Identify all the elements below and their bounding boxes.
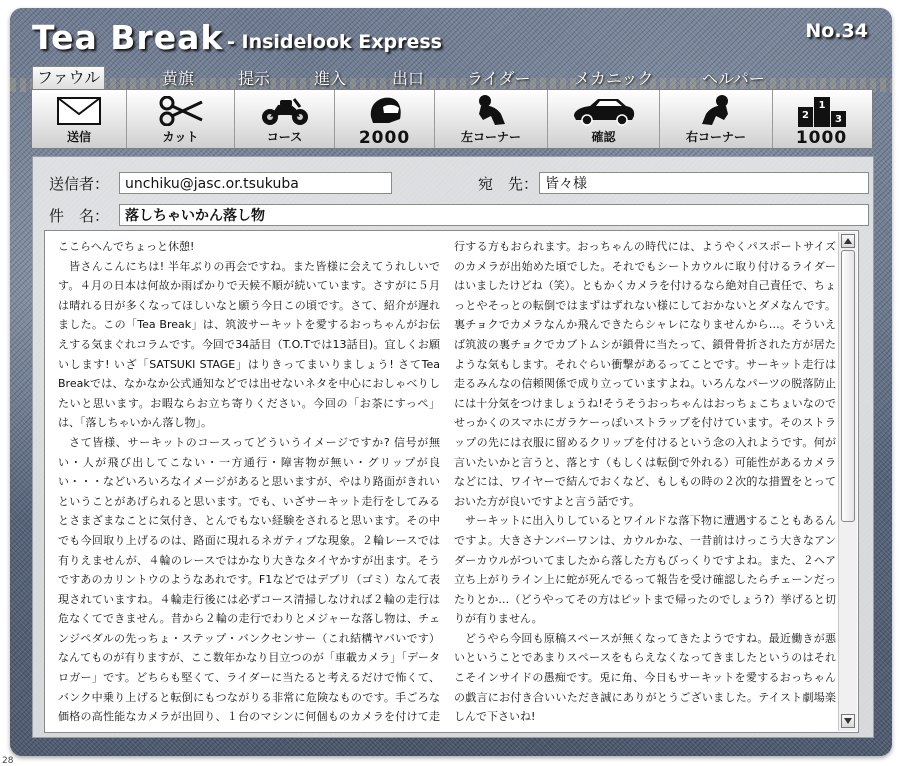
envelope-icon — [57, 95, 101, 127]
scroll-down-arrow-icon[interactable] — [841, 714, 855, 728]
helmet-icon — [367, 95, 403, 127]
motorcycle-icon — [260, 95, 310, 127]
1000-label: 1000 — [795, 128, 848, 148]
to-label: 宛 先： — [478, 175, 539, 193]
message-body-text — [58, 237, 836, 729]
body-paragraph: さて皆様、サーキットのコースってどういうイメージですか? 信号が無い・人が飛び出してこない・一方通行・障害物が無い・グリップが良い・・・などいろいろなイメージがあると思いますが、やはり路面がきれいということがあげられると思います。でも、いざサーキット走行をしてみるとさまざまなことに気付き、とんでもない経験をされると思います。その中でも今回取り上げるのは、路面に現れるネガティブな現象。２輪レースでは有りえませんが、４輪のレースではかなり大きなタイヤかすが出ます。そうですあのカリントウのようなあれです。F1などではデブリ（ゴミ）なんて表現されていますね。４輪走行後には必ずコース清掃しなければ２輪の走行は危なくてできません。昔から２輪の走行でわりとメジャーな落し物は、チェンジペダルの先っちょ・ステップ・バンクセンサー（これ結構ヤバいです）なんてものが有りますが、ここ数年かなり目立つのが「車載カメラ」「データロガー」です。どちらも堅くて、ライダーに当たると考えるだけで怖くて、バンク中乗り上げると転倒にもつながりる非常に危険なものです。手ごろな価格の高性能なカメラが出回り、１台のマシンに何個ものカメラを付けて走行する方もおられます。おっちゃんの時代には、ようやくパスポートサイズのカメラが出始めた頃でした。それでもシートカウルに取り付けるライダーはいましたけどね（笑）。ともかくカメラを付けるなら絶対自己責任で、ちょっとやそっとの転倒ではまずはずれない様にしておかないとダメなんです。裏チョクでカメラなんか飛んできたらシャレになりませんから…。そういえば筑波の裏チョクでカブトムシが鎖骨に当たって、鎖骨骨折された方が居たような気もします。それぐらい衝撃があるってことです。サーキット走行は走るみんなの信頼関係で成り立っていますよね。いろんなパーツの脱落防止には十分気をつけましょうね!そうそうおっちゃんはおっちょこちょいなのでせっかくのスマホにガラケーっぽいストラップを付けています。そのストラップの先には衣服に留めるクリップを付けるという念の入れようです。何が言いたいかと言うと、落とす（もしくは転倒で外れる）可能性があるカメラなどには、ワイヤーで結んでおくなど、もしもの時の２次的な措置をとっておいた方が良いですよと言う話です。 — [58, 240, 836, 724]
scissors-icon — [158, 95, 204, 127]
cut-label: カット — [162, 130, 199, 144]
menu-item-rider[interactable]: ライダー — [467, 69, 531, 88]
scrollbar-thumb[interactable] — [841, 250, 855, 522]
svg-text:3: 3 — [834, 114, 842, 125]
left-corner-button[interactable] — [435, 90, 548, 148]
menu-item-foul[interactable]: ファウル — [32, 66, 105, 91]
2000-label: 2000 — [358, 128, 411, 148]
subject-field[interactable]: 落しちゃいかん落し物 — [119, 204, 869, 226]
course-label: コース — [266, 130, 303, 144]
2000-button[interactable] — [335, 90, 435, 148]
menu-item-exit[interactable]: 出口 — [392, 69, 425, 88]
to-field[interactable]: 皆々様 — [539, 172, 869, 194]
body-paragraph: ここらへんでちょっと休憩! — [58, 240, 195, 253]
right-corner-button[interactable] — [660, 90, 773, 148]
confirm-button[interactable] — [548, 90, 660, 148]
app-title: Tea Break — [32, 18, 224, 57]
svg-text:2: 2 — [801, 110, 809, 121]
subject-label: 件 名： — [49, 207, 110, 225]
app-subtitle: - Insidelook Express — [227, 31, 442, 53]
cut-button[interactable] — [127, 90, 235, 148]
podium-icon — [797, 95, 847, 127]
menu-item-yellow-flag[interactable]: 黄旗 — [162, 69, 195, 88]
menu-item-helper[interactable]: ヘルパー — [702, 69, 765, 88]
scroll-up-arrow-icon[interactable] — [841, 234, 855, 248]
menu-item-mechanic[interactable]: メカニック — [574, 69, 654, 88]
right-corner-label: 右コーナー — [685, 130, 746, 144]
menu-item-entry[interactable]: 進入 — [314, 69, 347, 88]
confirm-label: 確認 — [591, 130, 616, 144]
denim-window-frame — [10, 8, 892, 756]
send-button[interactable] — [32, 90, 127, 148]
message-panel — [32, 156, 874, 738]
page-corner-number: 28 — [2, 756, 14, 766]
body-scrollbar[interactable] — [838, 232, 857, 731]
svg-text:1: 1 — [818, 100, 825, 111]
1000-button[interactable] — [773, 90, 870, 148]
rider-left-icon — [473, 95, 509, 127]
send-label: 送信 — [66, 130, 91, 144]
body-paragraph: サーキットに出入りしているとワイルドな落下物に遭遇することもあるんですよ。大きさナンバーワンは、カウルかな、一昔前はけっこう大きなアンダーカウルがついてましたから落した方もびっくりですよね。また、２ヘア立ち上がりライン上に蛇が死んでるって報告を受け確認したらチェーンだったりとか…（どうやってその方はピットまで帰ったのでしょう?）挙げると切りが有りません。 — [454, 514, 836, 626]
from-label: 送信者： — [49, 175, 110, 193]
issue-number: No.34 — [805, 20, 868, 42]
message-body[interactable] — [44, 230, 859, 733]
menu-item-present[interactable]: 提示 — [238, 69, 271, 88]
toolbar — [31, 89, 873, 149]
body-paragraph: 皆さんこんにちは! 半年ぶりの再会ですね。また皆様に会えてうれしいです。４月の日本は何故か雨ばかりで天候不順が続いています。さすがに５月は晴れる日が多くなってほしいなと願う今日この頃です。さて、紹介が遅れました。この「Tea Break」は、筑波サーキットを愛するおっちゃんがお伝えする気まぐれコラムです。今回で34話目（T.O.Tでは13話目)。宜しくお願いします! いざ「SATSUKI STAGE」はりきってまいりましょう! さてTea Breakでは、なかなか公式通知などでは出せないネタを中心におしゃべりしたいと思います。お暇ならお立ち寄りください。今回の「お茶にすっぺ」は、「落しちゃいかん落し物」。 — [58, 259, 440, 430]
body-paragraph: どうやら今回も原稿スペースが無くなってきたようですね。最近働きが悪いということであまりスペースをもらえなくなってきましたというのはそれこそインサイドの愚痴です。兎に角、今日もサーキットを愛するおっちゃんの戯言にお付き合いいただき誠にありがとうございました。テイスト劇場楽しんで下さいね! — [454, 631, 836, 724]
from-field[interactable]: unchiku@jasc.or.tsukuba — [119, 172, 392, 194]
left-corner-label: 左コーナー — [460, 130, 521, 144]
rider-right-icon — [698, 95, 734, 127]
course-button[interactable] — [235, 90, 335, 148]
car-icon — [572, 95, 636, 127]
